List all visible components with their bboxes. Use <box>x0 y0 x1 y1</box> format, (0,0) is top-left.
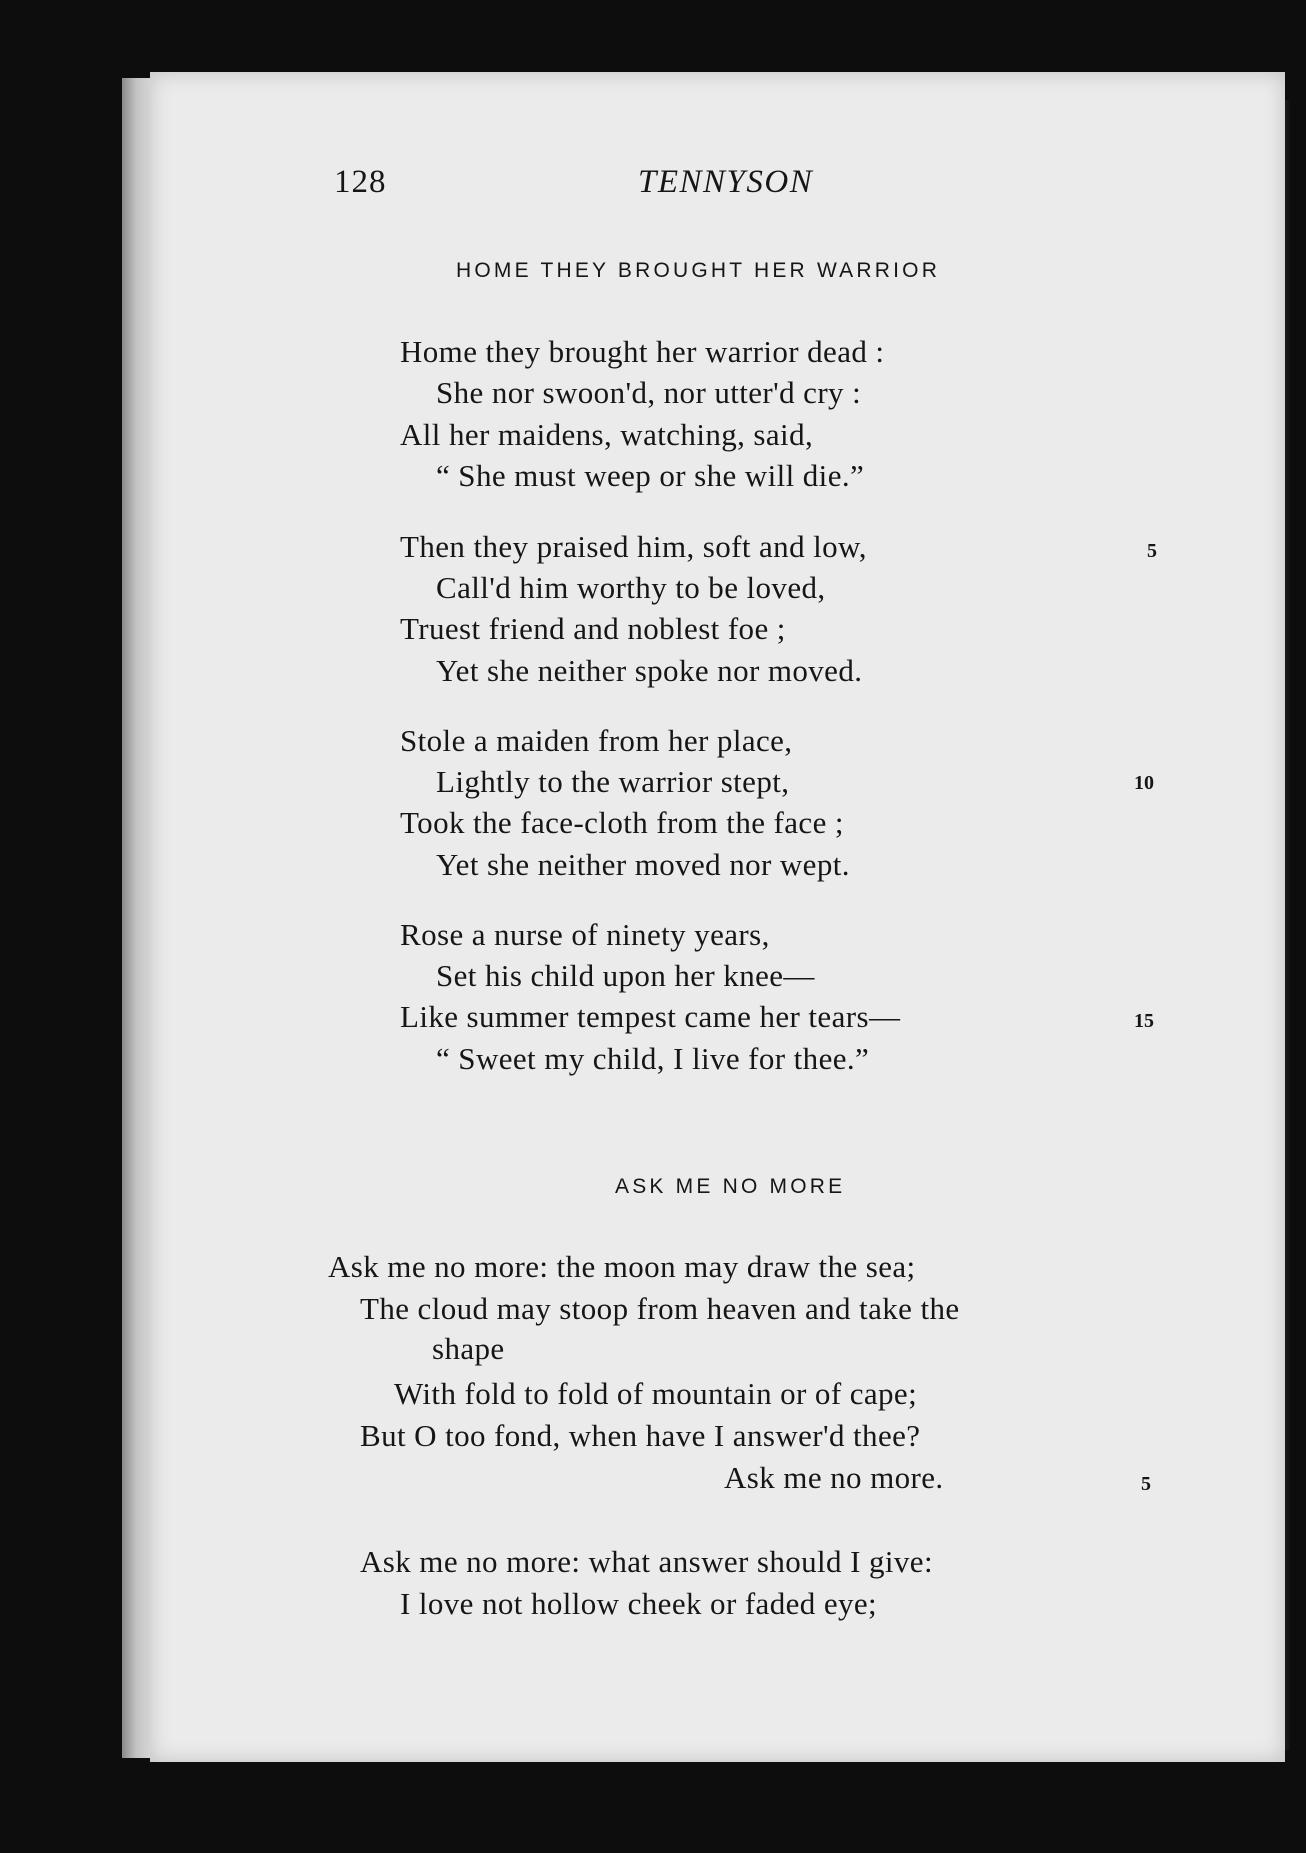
poem-line: Yet she neither spoke nor moved. <box>436 653 863 688</box>
poem-line: Ask me no more: the moon may draw the sea; <box>328 1249 916 1284</box>
poem-line: “ She must weep or she will die.” <box>436 458 865 493</box>
poem-line: Truest friend and noblest foe ; <box>400 611 786 646</box>
poem-line: Ask me no more: what answer should I give: <box>360 1544 933 1579</box>
poem-line: Rose a nurse of ninety years, <box>400 917 770 952</box>
poem-line: Home they brought her warrior dead : <box>400 334 885 369</box>
line-number: 15 <box>1134 1010 1154 1032</box>
poem-line: The cloud may stoop from heaven and take the <box>360 1291 960 1326</box>
poem-line: She nor swoon'd, nor utter'd cry : <box>436 375 862 410</box>
line-number: 10 <box>1134 772 1154 794</box>
poem-title-home-they-brought: HOME THEY BROUGHT HER WARRIOR <box>456 259 941 282</box>
poem-line: Like summer tempest came her tears— <box>400 999 901 1034</box>
poem-line: Lightly to the warrior stept, <box>436 764 790 799</box>
poem-line: I love not hollow cheek or faded eye; <box>400 1586 878 1621</box>
poem-title-ask-me-no-more: ASK ME NO MORE <box>615 1175 846 1198</box>
poem-line: shape <box>432 1331 505 1366</box>
poem-line: But O too fond, when have I answer'd thee? <box>360 1418 921 1453</box>
poem-line: Yet she neither moved nor wept. <box>436 847 850 882</box>
page-number: 128 <box>334 164 387 200</box>
poem-line: All her maidens, watching, said, <box>400 417 814 452</box>
poem-line: Ask me no more. <box>724 1460 944 1495</box>
poem-line: Then they praised him, soft and low, <box>400 529 867 564</box>
poem-line: With fold to fold of mountain or of cape; <box>394 1376 918 1411</box>
poem-line: Stole a maiden from her place, <box>400 723 793 758</box>
line-number: 5 <box>1141 1473 1151 1495</box>
line-number: 5 <box>1147 540 1157 562</box>
poem-line: Set his child upon her knee— <box>436 958 815 993</box>
poem-line: Took the face-cloth from the face ; <box>400 805 844 840</box>
book-title: TENNYSON <box>638 164 814 200</box>
poem-line: “ Sweet my child, I live for thee.” <box>436 1041 870 1076</box>
poem-line: Call'd him worthy to be loved, <box>436 570 826 605</box>
